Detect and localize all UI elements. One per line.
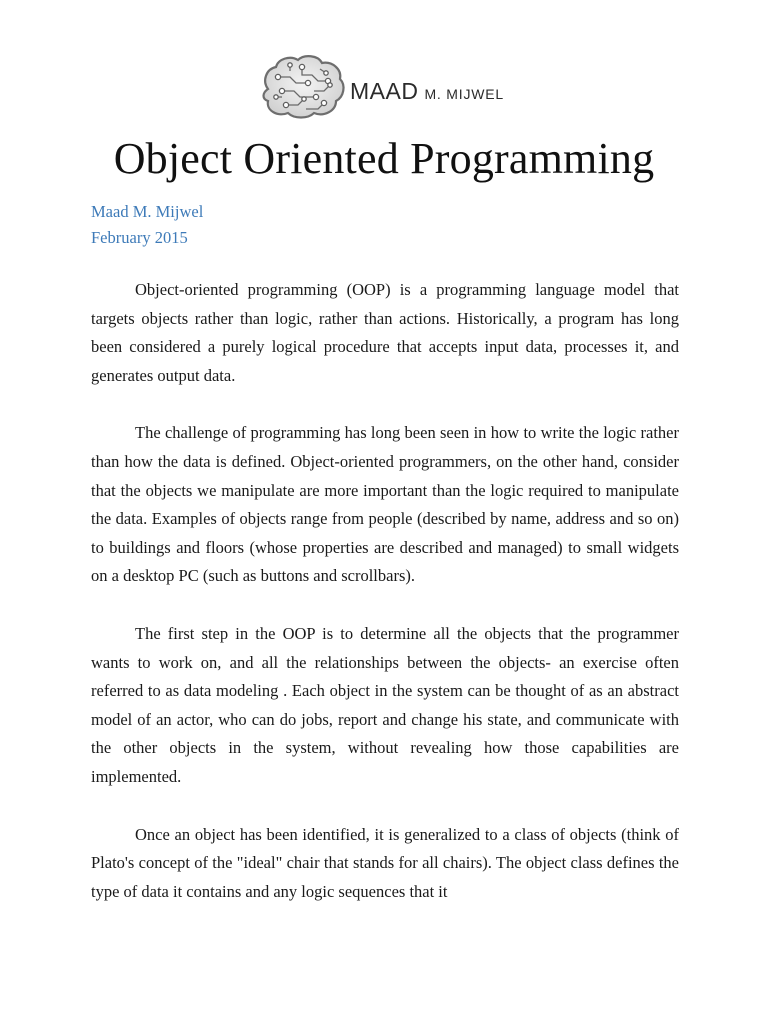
publication-date: February 2015 [91,228,188,247]
logo-name-large: MAAD [350,77,419,104]
paragraph-4: Once an object has been identified, it is generalized to a class of objects (think of Plato's concept of the "ideal" chair that stands for all chairs). The object class defines the type of data it contains and any logic sequences that it [91,824,679,901]
document-title: Object Oriented Programming [113,134,655,183]
circuit-brain-icon [256,51,348,121]
logo [256,50,504,122]
logo-text [350,78,504,105]
paragraph-1: Object-oriented programming (OOP) is a programming language model that targets objects rather than logic, rather than actions. Historically, a program has long been considered a purely logical procedure that accepts input data, processes it, and generates output data. [91,280,679,385]
logo-name-small: M. MIJWEL [424,85,504,102]
paragraph-2: The challenge of programming has long been seen in how to write the logic rather than how the data is defined. Object-oriented programmers, on the other hand, consider that the objects we manipulate are more important than the logic required to manipulate the data. Examples of objects range from people (described by name, address and so on) to buildings and floors (whose properties are described and managed) to small widgets on a desktop PC (such as buttons and scrollbars). [91,423,679,586]
author-name: Maad M. Mijwel [91,202,204,221]
document-body [91,276,679,935]
paragraph-3: The first step in the OOP is to determine all the objects that the programmer wants to work on, and all the relationships between the objects- an exercise often referred to as data modeling . Each object in the system can be thought of as an abstract model of an actor, who can do jobs, report and change his state, and communicate with the other objects in the system, without revealing how those capabilities are implemented. [91,623,679,786]
document-meta [91,199,203,251]
